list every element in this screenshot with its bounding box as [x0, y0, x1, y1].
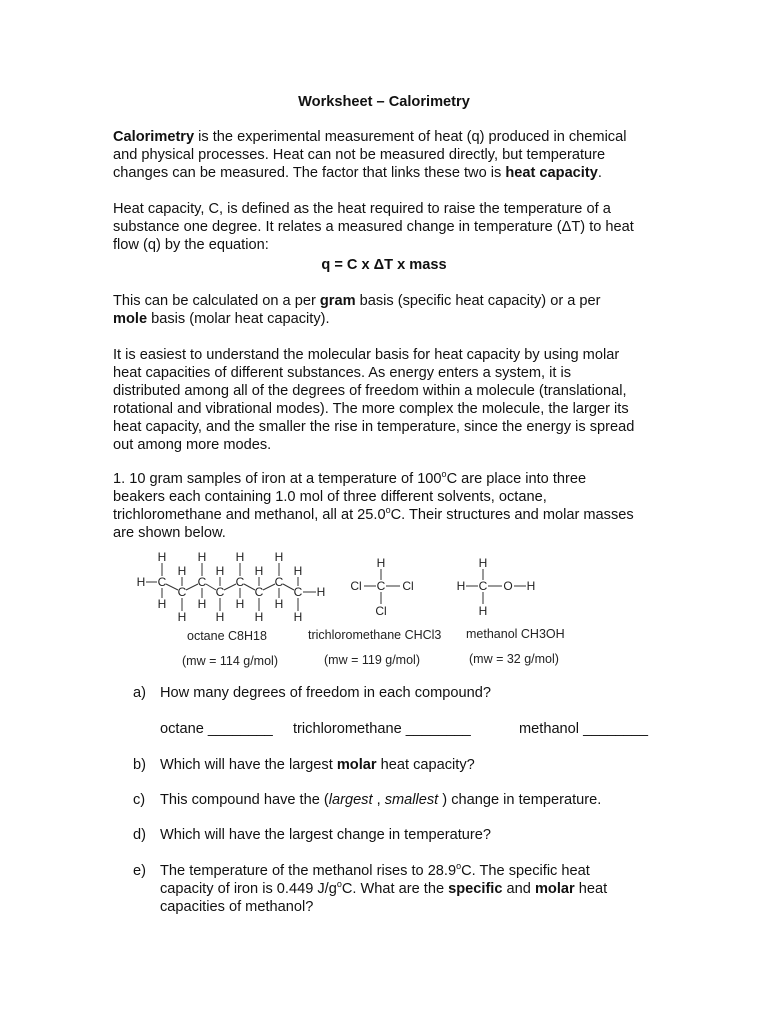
q1-line-2: beakers each containing 1.0 mol of three different solvents, octane,	[113, 489, 547, 505]
gram-term: gram	[319, 293, 356, 309]
octane-atom-h: H	[157, 597, 167, 611]
octane-atom-h: H	[177, 610, 187, 624]
molar-term: molar	[534, 881, 575, 897]
q1-line-4: are shown below.	[113, 525, 226, 541]
part-b-text-end: heat capacity?	[376, 757, 475, 773]
chcl3-atom-cl: Cl	[375, 604, 387, 618]
chcl3-label: trichloromethane CHCl3	[308, 628, 442, 642]
octane-atom-h: H	[235, 597, 245, 611]
part-c-sep: ,	[372, 792, 385, 808]
heat-capacity-paragraph	[113, 200, 673, 254]
part-e-text: The temperature of the methanol rises to 28.9	[160, 863, 457, 879]
q1-line-3-end: C. Their structures and molar masses	[390, 507, 634, 523]
methanol-label: methanol CH3OH	[466, 627, 565, 641]
intro-period: .	[597, 165, 602, 181]
chcl3-mw: (mw = 119 g/mol)	[324, 653, 420, 667]
molecular-line-1: It is easiest to understand the molecular basis for heat capacity by using molar	[113, 347, 620, 363]
part-e-letter: e)	[133, 863, 146, 879]
molecular-line-6: out among more modes.	[113, 437, 272, 453]
octane-atom-c: C	[215, 585, 225, 599]
methanol-atom-h: H	[456, 579, 466, 593]
degree-sup: o	[385, 505, 391, 516]
part-b-letter: b)	[133, 757, 146, 773]
heat-equation: q = C x ΔT x mass	[321, 257, 447, 273]
octane-label: octane C8H18	[187, 629, 267, 643]
octane-atom-h: H	[293, 610, 303, 624]
answer-octane: octane ________	[160, 721, 273, 737]
octane-atom-c: C	[293, 585, 303, 599]
heatcap-line-3: flow (q) by the equation:	[113, 237, 269, 253]
octane-atom-h: H	[254, 610, 264, 624]
octane-atom-h: H	[136, 575, 146, 589]
part-e-text: C. What are the	[341, 881, 449, 897]
octane-mw: (mw = 114 g/mol)	[182, 654, 278, 668]
methanol-atom-h: H	[478, 556, 488, 570]
q1-line-3: trichloromethane and methanol, all at 25.0	[113, 507, 386, 523]
octane-atom-c: C	[197, 575, 207, 589]
mole-term: mole	[113, 311, 148, 327]
smallest-option: smallest	[384, 792, 439, 808]
intro-line-2: and physical processes. Heat can not be measured directly, but temperature	[113, 147, 606, 163]
octane-atom-c: C	[157, 575, 167, 589]
largest-option: largest	[328, 792, 373, 808]
part-a-question: How many degrees of freedom in each compound?	[160, 685, 491, 701]
methanol-atom-h: H	[478, 604, 488, 618]
part-c-text-end: ) change in temperature.	[438, 792, 602, 808]
part-e-line-1	[160, 862, 590, 880]
octane-atom-h: H	[157, 550, 167, 564]
chcl3-atom-cl: Cl	[402, 579, 414, 593]
octane-atom-h: H	[197, 550, 207, 564]
basis-line-1-end: basis (specific heat capacity) or a per	[355, 293, 601, 309]
chcl3-atom-h: H	[376, 556, 386, 570]
molecular-paragraph	[113, 346, 673, 454]
part-c-letter: c)	[133, 792, 146, 808]
octane-atom-c: C	[274, 575, 284, 589]
part-e-line-2	[160, 880, 607, 898]
part-e-text-end: C. The specific heat	[461, 863, 590, 879]
part-d-question: Which will have the largest change in temperature?	[160, 827, 491, 843]
part-e-line-3: capacities of methanol?	[160, 899, 314, 915]
heat-capacity-term: heat capacity	[505, 165, 598, 181]
heatcap-line-2: substance one degree. It relates a measured change in temperature (ΔT) to heat	[113, 219, 634, 235]
part-b-text: Which will have the largest	[160, 757, 337, 773]
basis-line-1: This can be calculated on a per	[113, 293, 320, 309]
octane-atom-h: H	[254, 564, 264, 578]
octane-atom-c: C	[235, 575, 245, 589]
part-e-and: and	[502, 881, 535, 897]
octane-atom-h: H	[274, 550, 284, 564]
specific-term: specific	[448, 881, 503, 897]
part-c-text: This compound have the (	[160, 792, 329, 808]
degree-sup: o	[441, 469, 447, 480]
page-title: Worksheet – Calorimetry	[298, 94, 470, 110]
methanol-atom-h: H	[526, 579, 536, 593]
molecular-line-3: distributed among all of the degrees of freedom within a molecule (translational,	[113, 383, 627, 399]
octane-atom-h: H	[215, 610, 225, 624]
octane-atom-h: H	[293, 564, 303, 578]
intro-line-3: changes can be measured. The factor that links these two is	[113, 165, 506, 181]
heatcap-line-1: Heat capacity, C, is defined as the heat required to raise the temperature of a	[113, 201, 611, 217]
basis-line-2: basis (molar heat capacity).	[147, 311, 330, 327]
molar-term: molar	[336, 757, 377, 773]
part-e-heat: heat	[574, 881, 608, 897]
molecular-line-5: heat capacity, and the smaller the rise in temperature, since the energy is spread	[113, 419, 635, 435]
q1-line-1: 1. 10 gram samples of iron at a temperature of 100	[113, 471, 442, 487]
octane-atom-c: C	[254, 585, 264, 599]
methanol-atom-o: O	[503, 579, 513, 593]
answer-methanol: methanol ________	[519, 721, 649, 737]
chcl3-atom-c: C	[376, 579, 386, 593]
methanol-atom-c: C	[478, 579, 488, 593]
molecular-line-4: rotational and vibrational modes). The more complex the molecule, the larger its	[113, 401, 629, 417]
chcl3-atom-cl: Cl	[350, 579, 362, 593]
basis-paragraph	[113, 292, 673, 328]
intro-line-1: is the experimental measurement of heat (q) produced in chemical	[194, 129, 627, 145]
q1-line-1-end: C are place into three	[446, 471, 587, 487]
octane-atom-h: H	[177, 564, 187, 578]
degree-sup: o	[336, 879, 342, 890]
molecular-line-2: heat capacities of different substances. As energy enters a system, it is	[113, 365, 572, 381]
octane-atom-h: H	[274, 597, 284, 611]
question-1	[113, 470, 673, 542]
part-c-question	[160, 791, 601, 809]
octane-atom-h: H	[235, 550, 245, 564]
octane-atom-h: H	[197, 597, 207, 611]
calorimetry-term: Calorimetry	[113, 129, 195, 145]
answer-trichloromethane: trichloromethane ________	[293, 721, 471, 737]
methanol-mw: (mw = 32 g/mol)	[469, 652, 559, 666]
part-d-letter: d)	[133, 827, 146, 843]
part-b-question	[160, 756, 475, 774]
degree-sup: o	[456, 861, 462, 872]
intro-paragraph	[113, 128, 673, 182]
octane-atom-h: H	[215, 564, 225, 578]
part-e-text: capacity of iron is 0.449 J/g	[160, 881, 337, 897]
part-a-letter: a)	[133, 685, 146, 701]
octane-atom-h: H	[316, 585, 326, 599]
octane-atom-c: C	[177, 585, 187, 599]
